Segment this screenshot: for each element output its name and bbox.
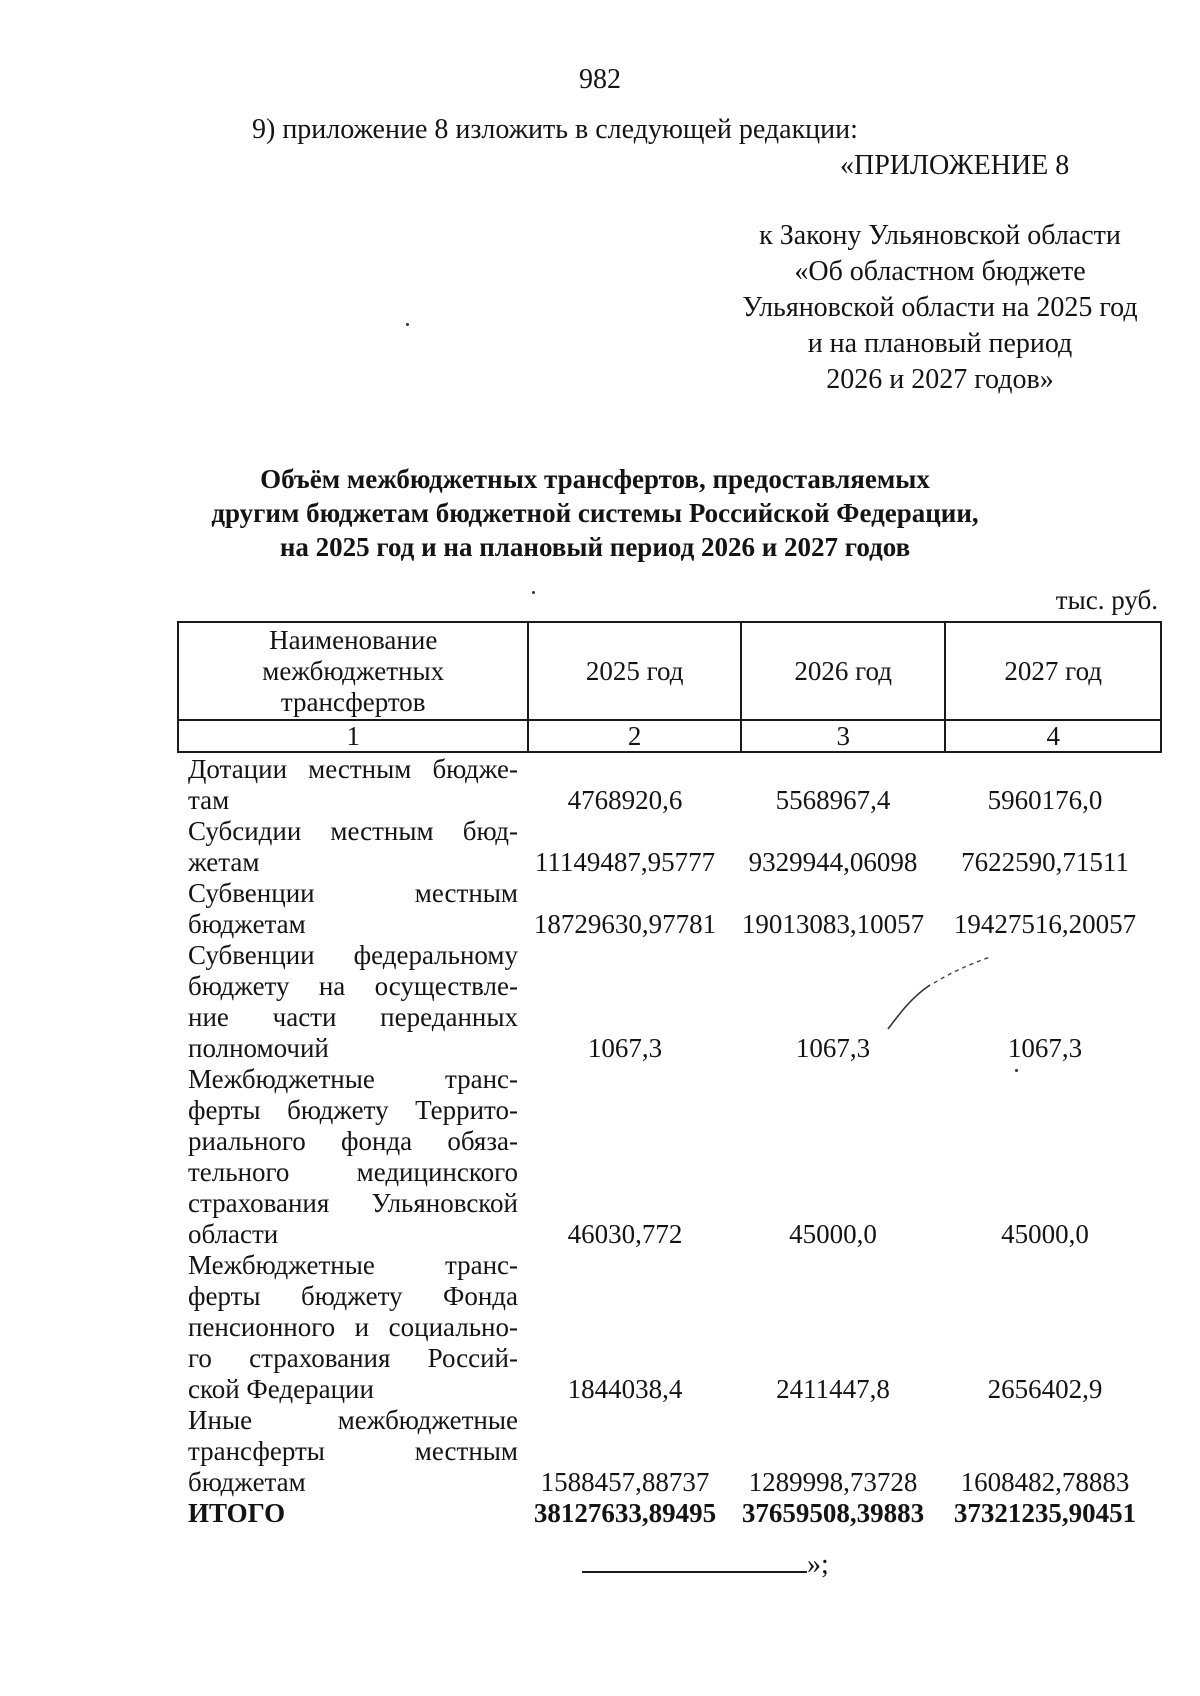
closing-quote: »; [807, 1549, 829, 1580]
header-row [178, 622, 1161, 720]
value-2027: 1608482,78883 [960, 1467, 1130, 1497]
header-2027-cell: 2027 год [945, 622, 1161, 720]
row-name-line: ской Федерации [188, 1374, 374, 1404]
value-2026: 1289998,73728 [748, 1467, 918, 1497]
scan-speck [532, 591, 535, 594]
table-row [188, 1064, 1168, 1250]
law-reference [720, 218, 1160, 398]
law-reference-line: 2026 и 2027 годов» [826, 364, 1054, 395]
row-name-line: пенсионного и социально- [188, 1312, 518, 1342]
header-text: трансфертов [280, 686, 426, 717]
column-number: 4 [945, 720, 1161, 752]
units-label: тыс. руб. [1055, 585, 1158, 615]
closing-mark [582, 1549, 829, 1581]
header-text: межбюджетных [262, 655, 445, 686]
header-2025-cell: 2025 год [528, 622, 741, 720]
row-name-line: Субвенции местным [188, 878, 518, 908]
value-2025: 1588457,88737 [540, 1467, 710, 1497]
value-2025: 46030,772 [567, 1219, 683, 1249]
row-name-line: Межбюджетные транс- [188, 1064, 518, 1094]
header-name-cell [178, 622, 528, 720]
table-row [188, 754, 1168, 816]
row-name-line: Межбюджетные транс- [188, 1250, 518, 1280]
row-name-line: риального фонда обяза- [188, 1126, 518, 1156]
value-2026: 1067,3 [795, 1033, 871, 1063]
value-2027: 45000,0 [1001, 1219, 1089, 1249]
row-name-line: Субсидии местным бюд- [188, 816, 518, 846]
value-2027: 5960176,0 [987, 785, 1103, 815]
total-2027: 37321235,90451 [953, 1498, 1137, 1528]
column-number: 3 [741, 720, 946, 752]
value-2025: 1844038,4 [567, 1374, 683, 1404]
document-title-line: Объём межбюджетных трансфертов, предоставляемых [260, 464, 930, 494]
row-name [188, 878, 518, 940]
row-name [188, 754, 518, 816]
row-name-line: Субвенции федеральному [188, 940, 518, 970]
row-name-line: бюджетам [188, 909, 306, 939]
document-title [180, 462, 1010, 564]
law-reference-line: «Об областном бюджете [794, 256, 1086, 287]
pen-stroke-mark [880, 955, 1000, 1035]
row-name [188, 1064, 518, 1250]
row-name [188, 1405, 518, 1498]
law-reference-line: Ульяновской области на 2025 год [742, 292, 1138, 323]
row-name-line: бюджетам [188, 1467, 306, 1497]
value-2026: 9329944,06098 [748, 847, 918, 877]
row-name-line: страхования Ульяновской [188, 1188, 518, 1218]
value-2025: 18729630,97781 [533, 909, 717, 939]
appendix-label: «ПРИЛОЖЕНИЕ 8 [840, 150, 1070, 181]
value-2026: 5568967,4 [775, 785, 891, 815]
row-name [188, 816, 518, 878]
table-row [188, 1250, 1168, 1405]
row-name [188, 1250, 518, 1405]
row-name-line: тельного медицинского [188, 1157, 518, 1187]
value-2026: 45000,0 [789, 1219, 877, 1249]
page-number: 982 [579, 64, 621, 95]
row-name-line: ние части переданных [188, 1002, 518, 1032]
row-name-line: там [188, 785, 230, 815]
row-name-line: жетам [188, 847, 260, 877]
value-2027: 1067,3 [1007, 1033, 1083, 1063]
value-2027: 7622590,71511 [961, 847, 1129, 877]
column-number: 1 [178, 720, 528, 752]
value-2027: 2656402,9 [987, 1374, 1103, 1404]
row-name-line: полномочий [188, 1033, 329, 1063]
table-row [188, 878, 1168, 940]
row-name-line: го страхования Россий- [188, 1343, 518, 1373]
law-reference-line: к Закону Ульяновской области [759, 220, 1121, 251]
row-name-line: Иные межбюджетные [188, 1405, 518, 1435]
total-2026: 37659508,39883 [741, 1498, 925, 1528]
scan-speck [406, 323, 409, 326]
row-name-line: области [188, 1219, 279, 1249]
document-title-line: другим бюджетам бюджетной системы Российской Федерации, [211, 498, 979, 528]
total-label: ИТОГО [188, 1498, 286, 1528]
value-2025: 11149487,95777 [534, 847, 716, 877]
row-name-line: ферты бюджету Фонда [188, 1281, 518, 1311]
amendment-intro: 9) приложение 8 изложить в следующей редакции: [252, 114, 858, 145]
column-number-row [178, 720, 1161, 752]
row-name [188, 940, 518, 1064]
value-2026: 19013083,10057 [741, 909, 925, 939]
total-2025: 38127633,89495 [533, 1498, 717, 1528]
value-2026: 2411447,8 [776, 1374, 890, 1404]
row-name-line: бюджету на осуществле- [188, 971, 518, 1001]
column-number: 2 [528, 720, 741, 752]
header-2026-cell: 2026 год [741, 622, 946, 720]
total-row [188, 1498, 1168, 1529]
row-name-line: трансферты местным [188, 1436, 518, 1466]
table-row [188, 816, 1168, 878]
law-reference-line: и на плановый период [807, 328, 1073, 359]
table-row [188, 1405, 1168, 1498]
value-2025: 1067,3 [587, 1033, 663, 1063]
row-name-line: ферты бюджету Террито- [188, 1095, 518, 1125]
closing-rule [582, 1549, 807, 1573]
table-row [188, 940, 1168, 1064]
document-title-line: на 2025 год и на плановый период 2026 и 2027 годов [279, 532, 911, 562]
header-text: Наименование [269, 624, 438, 655]
row-name-line: Дотации местным бюдже- [188, 754, 518, 784]
value-2027: 19427516,20057 [953, 909, 1137, 939]
table-header [177, 621, 1162, 753]
value-2025: 4768920,6 [567, 785, 683, 815]
